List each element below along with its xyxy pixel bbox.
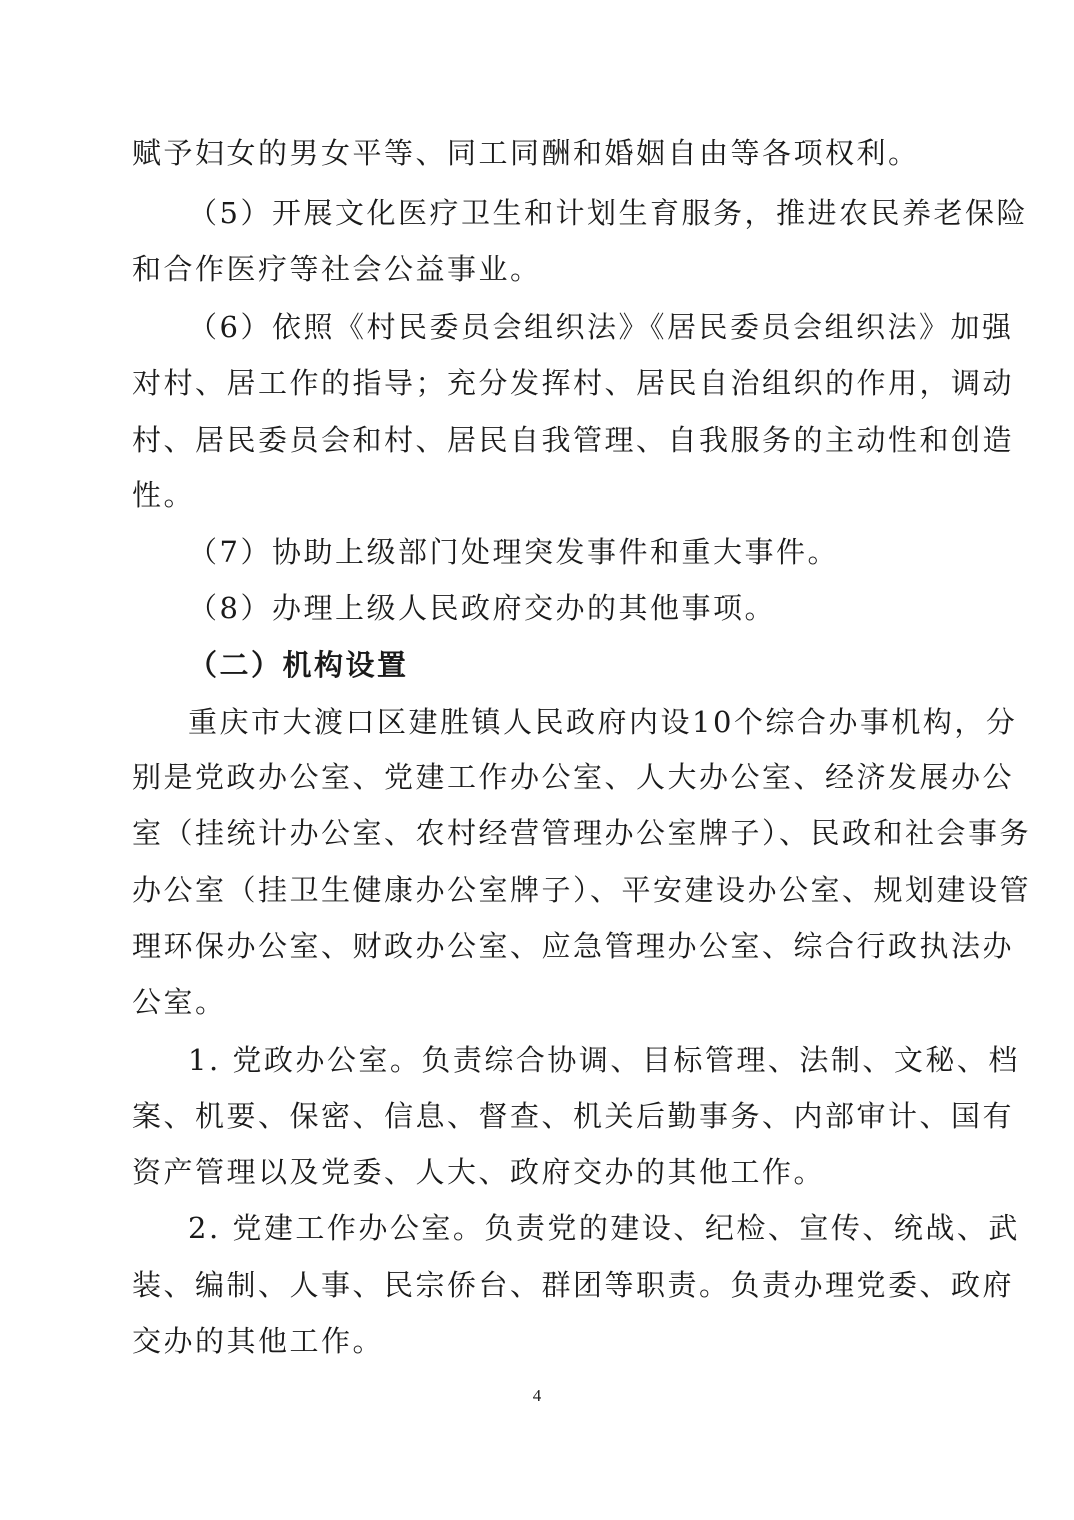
text-line: 对村、居工作的指导；充分发挥村、居民自治组织的作用，调动 xyxy=(132,366,1015,400)
text-line: 理环保办公室、财政办公室、应急管理办公室、综合行政执法办 xyxy=(132,929,1015,963)
text-line: 案、机要、保密、信息、督查、机关后勤事务、内部审计、国有 xyxy=(132,1099,1015,1133)
text-line: 和合作医疗等社会公益事业。 xyxy=(132,252,542,286)
page-number: 4 xyxy=(532,1386,542,1405)
text-line: 2. 党建工作办公室。负责党的建设、纪检、宣传、统战、武 xyxy=(188,1211,1020,1245)
text-line: 装、编制、人事、民宗侨台、群团等职责。负责办理党委、政府 xyxy=(132,1268,1015,1302)
text-line: 1. 党政办公室。负责综合协调、目标管理、法制、文秘、档 xyxy=(188,1043,1020,1077)
text-line: 别是党政办公室、党建工作办公室、人大办公室、经济发展办公 xyxy=(132,760,1015,794)
text-line: 办公室（挂卫生健康办公室牌子）、平安建设办公室、规划建设管 xyxy=(132,873,1032,907)
text-line: 公室。 xyxy=(132,985,227,1019)
text-line: 村、居民委员会和村、居民自我管理、自我服务的主动性和创造 xyxy=(132,423,1015,457)
text-line: 交办的其他工作。 xyxy=(132,1324,385,1358)
text-line: 赋予妇女的男女平等、同工同酬和婚姻自由等各项权利。 xyxy=(132,136,920,170)
text-line: （8）办理上级人民政府交办的其他事项。 xyxy=(188,591,776,625)
text-line: 资产管理以及党委、人大、政府交办的其他工作。 xyxy=(132,1155,826,1189)
text-line: 室（挂统计办公室、农村经营管理办公室牌子）、民政和社会事务 xyxy=(132,816,1032,850)
text-line: （6）依照《村民委员会组织法》《居民委员会组织法》加强 xyxy=(188,310,1014,344)
text-line: 性。 xyxy=(132,478,196,512)
section-heading: （二）机构设置 xyxy=(188,648,409,682)
text-line: （7）协助上级部门处理突发事件和重大事件。 xyxy=(188,535,839,569)
text-line: （5）开展文化医疗卫生和计划生育服务，推进农民养老保险 xyxy=(188,196,1028,230)
text-line: 重庆市大渡口区建胜镇人民政府内设10个综合办事机构，分 xyxy=(188,705,1018,739)
